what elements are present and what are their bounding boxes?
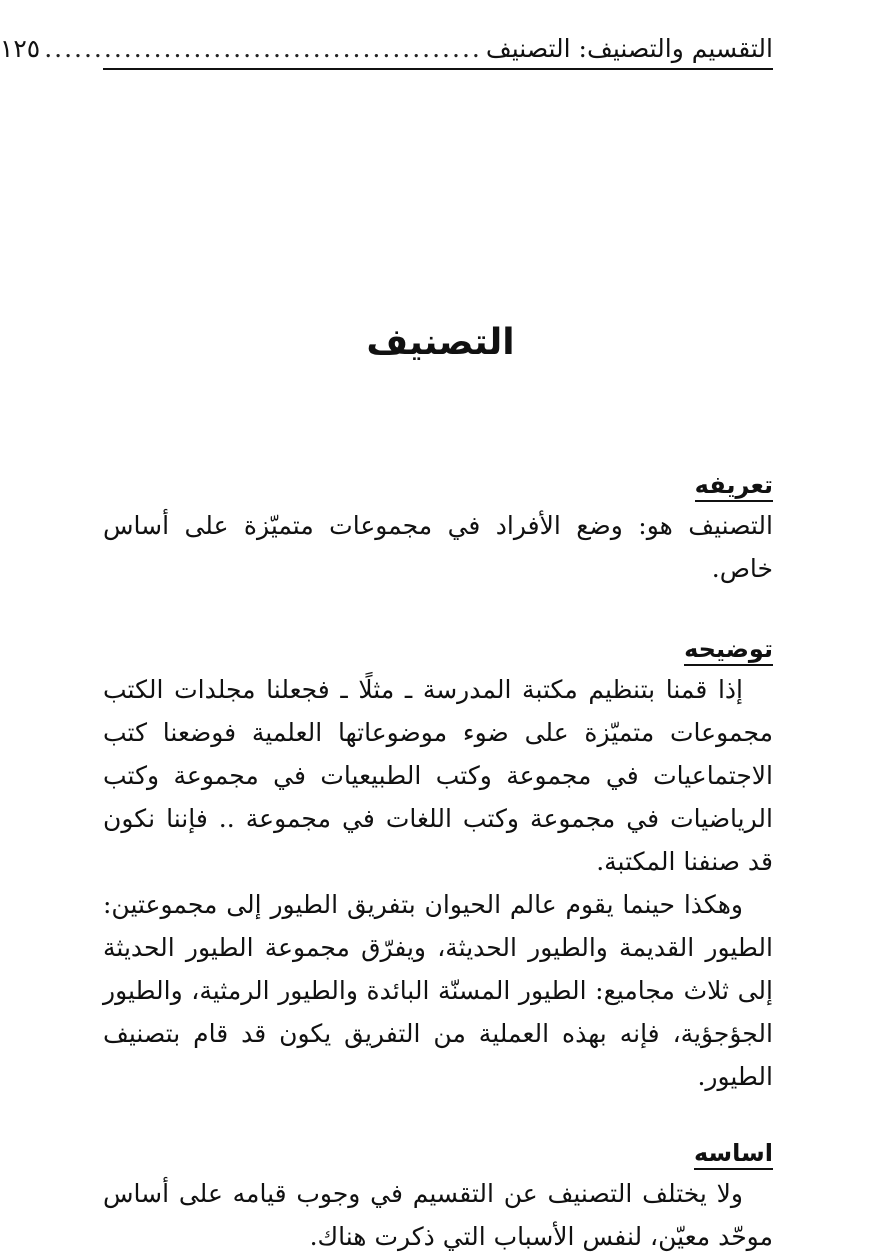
clarification-heading: توضيحه xyxy=(684,635,773,666)
definition-heading: تعريفه xyxy=(695,471,773,502)
basis-heading: اساسه xyxy=(694,1139,773,1170)
leader-dots: ............................................ xyxy=(44,34,482,63)
chapter-title: التصنيف xyxy=(366,322,515,363)
definition-text: التصنيف هو: وضع الأفراد في مجموعات متميّزة على أساس خاص. xyxy=(103,511,773,583)
section-heading xyxy=(103,466,773,504)
clarification-paragraph-1: إذا قمنا بتنظيم مكتبة المدرسة ـ مثلًا ـ فجعلنا مجلدات الكتب مجموعات متميّزة على ضوء موضوعاتها العلمية فوضعنا كتب الاجتماعيات في مجموعة وكتب الطبيعيات في مجموعة وكتب الرياضيات في مجموعة وكتب اللغات في مجموعة .. فإننا نكون قد صنفنا المكتبة. xyxy=(103,675,773,876)
section-clarification xyxy=(103,630,773,1098)
clarification-paragraph-2: وهكذا حينما يقوم عالم الحيوان بتفريق الطيور إلى مجموعتين: الطيور القديمة والطيور الحديثة، ويفرّق مجموعة الطيور الحديثة إلى ثلاث مجاميع: الطيور المسنّة البائدة والطيور الرمثية، والطيور الجؤجؤية، فإنه بهذه العملية من التفريق يكون قد قام بتصنيف الطيور. xyxy=(103,890,773,1091)
section-heading xyxy=(103,630,773,668)
page-number: ١٢٥ xyxy=(0,34,41,63)
basis-text: ولا يختلف التصنيف عن التقسيم في وجوب قيامه على أساس موحّد معيّن، لنفس الأسباب التي ذكرت هناك. xyxy=(103,1179,773,1251)
page-body xyxy=(103,466,773,1258)
section-heading xyxy=(103,1134,773,1172)
section-definition xyxy=(103,466,773,590)
running-header xyxy=(0,30,773,70)
section-basis xyxy=(103,1134,773,1258)
running-title: التقسيم والتصنيف: التصنيف xyxy=(485,34,773,63)
